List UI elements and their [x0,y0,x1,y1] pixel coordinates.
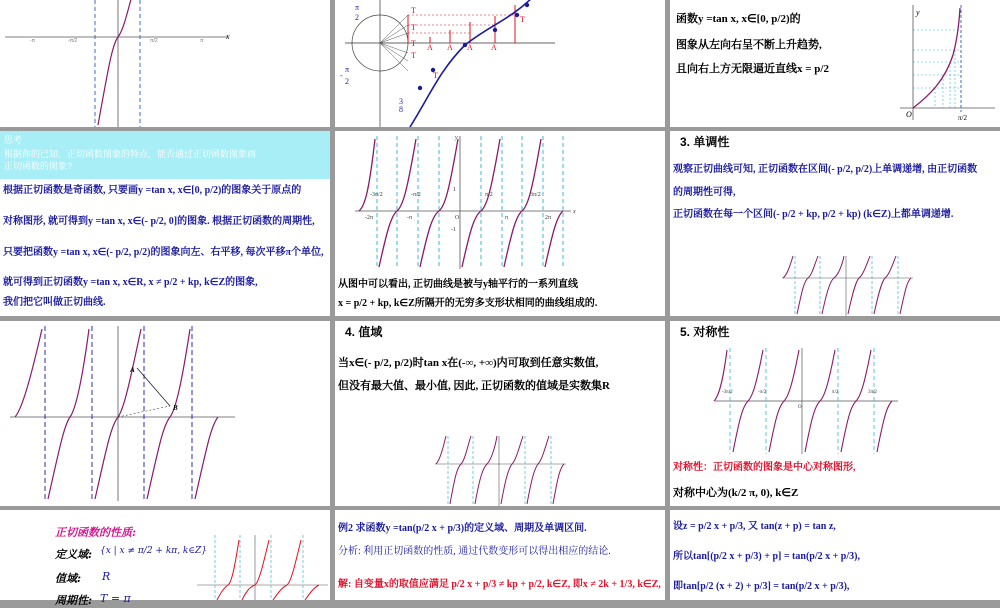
svg-text:O: O [798,405,802,410]
graph-label-origin: O [906,110,912,119]
text-line-4: 就可得到正切函数y =tan x, x∈R, x ≠ p/2 + kp, k∈Z的图象, [3,277,258,288]
text-line-2: 的周期性可得, [673,187,736,198]
text-line-3: 且向右上方无限逼近直线x = p/2 [676,63,829,75]
section-heading: 3. 单调性 [680,135,730,149]
svg-text:3: 3 [399,97,403,106]
svg-text:π/2: π/2 [485,192,493,198]
text-line-1: 设z = p/2 x + p/3, 又 tan(z + p) = tan z, [673,521,836,532]
svg-text:-π/2: -π/2 [758,390,767,395]
slide-r2c2 [335,131,665,316]
point-label-b: B [173,404,178,412]
slide-r1c1 [0,0,330,127]
tan-curve-graph [0,0,330,127]
text-line-2: 所以tan[(p/2 x + p/3) + p] = tan(p/2 x + p/3), [673,551,860,562]
text-line-2: 对称中心为(k/2 π, 0), k∈Z [673,487,799,499]
text-line-3: 正切函数在每一个区间(- p/2 + kp, p/2 + kp) (k∈Z)上都单调递增. [673,209,954,220]
text-line-1: 对称性：正切函数的图象是中心对称图形, [673,462,856,473]
svg-text:A: A [491,43,497,52]
period-value: T = π [100,592,131,605]
text-line-1: 观察正切曲线可知, 正切函数在区间(- p/2, p/2)上单调递增, 由正切函数 [673,164,978,175]
tan-center-symmetry-graph [710,346,900,456]
svg-text:-: - [340,71,343,80]
slide-r3c3 [670,321,1000,506]
think-line-2: 正切函数的图象? [4,161,73,171]
domain-value: {x | x ≠ π/2 + kπ, k∈Z} [100,546,208,556]
svg-text:1: 1 [453,187,456,193]
text-line-2: 图象从左向右呈不断上升趋势, [676,39,822,51]
text-line-1: 函数y =tan x, x∈[0, p/2)的 [676,13,801,25]
tan-properties-graph [195,535,330,600]
point-label-a: A [130,366,135,374]
text-line-2: 但没有最大值、最小值, 因此, 正切函数的值域是实数集R [338,380,610,392]
svg-text:π: π [505,215,509,221]
axis-label-x: x [226,32,230,41]
text-line-1: 当x∈(- p/2, p/2)时tan x在(-∞, +∞)内可取到任意实数值, [338,357,599,369]
svg-text:-3π/2: -3π/2 [722,390,733,395]
svg-text:T: T [411,51,416,60]
period-key: 周期性: [55,594,93,607]
slide-r3c1 [0,321,330,506]
svg-text:A: A [467,43,473,52]
slide-r4c2 [335,510,665,600]
svg-text:π: π [345,65,350,74]
domain-key: 定义域: [55,548,93,561]
slide-r4c1 [0,510,330,607]
text-line-2: 对称图形, 就可得到y =tan x, x∈(- p/2, 0]的图象. 根据正切函数的周期性, [3,216,315,227]
text-line-3: 即tan[p/2 (x + 2) + p/3] = tan(p/2 x + p/3), [673,581,850,592]
svg-text:-π: -π [407,215,413,221]
svg-text:2: 2 [345,77,349,86]
svg-text:π: π [200,38,204,44]
think-line-1: 根据你的已知，正切函数图象的特点，能否通过正切函数图象画 [4,149,257,159]
svg-text:8: 8 [399,105,403,114]
svg-text:-π: -π [30,38,36,44]
svg-text:3π/2: 3π/2 [530,192,541,198]
section-heading: 4. 值域 [345,325,383,339]
unit-circle-tan-construction [335,0,665,127]
text-line-1: 例2 求函数y =tan(p/2 x + p/3)的定义域、周期及单调区间. [338,523,587,534]
svg-text:-π/2: -π/2 [68,38,78,44]
text-line-2: 分析: 利用正切函数的性质, 通过代数变形可以得出相应的结论. [338,546,611,557]
text-line-5: 我们把它叫做正切曲线. [3,297,106,308]
range-key: 值域: [55,572,82,585]
svg-text:O: O [455,215,460,221]
tan-monotonic-graph [780,256,915,316]
svg-text:3π/2: 3π/2 [868,390,877,395]
svg-text:x: x [573,209,576,215]
svg-text:2: 2 [355,13,359,22]
svg-text:T: T [520,15,525,24]
think-title: 思考 [4,135,23,145]
slide-r4c3 [670,510,1000,600]
slide-r1c3 [670,0,1000,127]
properties-title: 正切函数的性质: [55,526,137,539]
svg-text:A: A [427,43,433,52]
graph-label-y: y [916,8,920,17]
svg-text:π/2: π/2 [150,38,158,44]
slide-r1c2 [335,0,665,127]
range-value: R [102,570,111,583]
slide-r2c1 [0,131,330,316]
tan-range-graph [433,436,568,506]
svg-text:T: T [411,39,416,48]
svg-text:2π: 2π [545,215,552,221]
svg-text:T: T [411,6,416,15]
text-line-3: 只要把函数y =tan x, x∈(- p/2, p/2)的图象向左、右平移, 每次平移π个单位, [3,247,324,258]
svg-text:-3π/2: -3π/2 [370,192,383,198]
svg-text:-π/2: -π/2 [411,192,421,198]
slide-r3c2 [335,321,665,506]
svg-text:-1: -1 [451,227,456,233]
text-line-3: 解: 自变量x的取值应满足 p/2 x + p/3 ≠ kp + p/2, k∈Z, 即x ≠ 2k + 1/3, k∈Z, [338,579,661,590]
svg-text:A: A [447,43,453,52]
svg-text:-2π: -2π [365,215,374,221]
svg-text:π: π [355,3,360,12]
text-line-1: 从图中可以看出, 正切曲线是被与y轴平行的一系列直线 [338,279,578,290]
slide-r2c3 [670,131,1000,316]
graph-label-x: π/2 [958,114,967,122]
svg-text:T: T [433,71,438,80]
svg-text:π/2: π/2 [832,390,839,395]
svg-text:y: y [455,135,458,141]
text-line-2: x = p/2 + kp, k∈Z所隔开的无穷多支形状相同的曲线组成的. [338,298,598,309]
svg-text:T: T [411,23,416,32]
tan-curve-full-graph [335,131,665,271]
text-line-1: 根据正切函数是奇函数, 只要画y =tan x, x∈[0, p/2)的图象关于原点的 [3,185,302,196]
tan-symmetry-graph [0,321,330,506]
section-heading: 5. 对称性 [680,325,730,339]
